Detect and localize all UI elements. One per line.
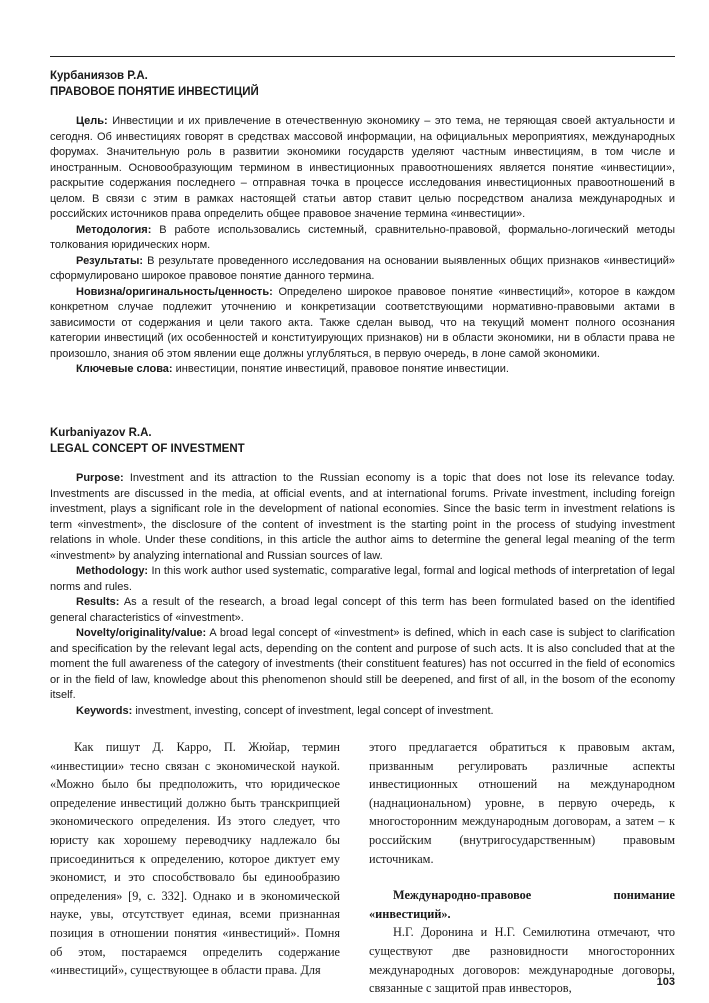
english-abstract [50,425,675,719]
author-ru: Курбаниязов Р.А. [50,70,148,82]
keywords-ru [50,362,675,378]
purpose-ru-text: Инвестиции и их привлечение в отечественную экономику – это тема, не теряющая своей актуальности и сегодня. Об инвестициях говорят в средствах массовой информации, на официальных мероприятиях, международных форумах. Значительную роль в развитии экономики государств уделяют частным инвестициям, в том числе и иностранным. Основообразующим термином в инвестиционных правоотношениях является понятие «инвестиции», раскрытие содержания последнего – отправная точка в процессе исследования инвестиционных правоотношений в целом. В связи с этим в рамках настоящей статьи автор ставит целью посредством анализа международных и российских источников права определить общее правовое значение термина «инвестиции». [50,115,675,220]
results-ru [50,254,675,285]
page-number: 103 [656,976,675,988]
novelty-en-label: Novelty/originality/value: [76,627,207,639]
results-en-label: Results: [76,596,120,608]
title-en: LEGAL CONCEPT OF INVESTMENT [50,443,245,455]
methodology-ru-label: Методология: [76,223,152,236]
novelty-en [50,626,675,704]
purpose-en [50,471,675,564]
results-en [50,595,675,626]
methodology-ru [50,223,675,254]
novelty-en-text: A broad legal concept of «investment» is defined, which in each case is subject to clarification and specification by the relevant legal acts, depending on the content and purpose of such acts. It is also concluded that at the moment the full awareness of the category of investments (their constituent features) has not occurred in the field of economics or in the field of law, knowledge about this phenomenon should still be deepened, and first of all, in the bosom of the economy itself. [50,627,675,701]
title-ru: ПРАВОВОЕ ПОНЯТИЕ ИНВЕСТИЦИЙ [50,86,259,98]
russian-abstract [50,68,675,378]
purpose-en-label: Purpose: [76,472,124,484]
results-ru-text: В результате проведенного исследования на основании выявленных общих признаков «инвестиций» сформулировано широкое правовое понятие данного термина. [50,254,676,282]
right-column [369,738,675,998]
methodology-en-text: In this work author used systematic, comparative legal, formal and logical methods of interpretation of legal norms and rules. [50,565,675,593]
novelty-ru-text: Определено широкое правовое понятие «инвестиций», которое в каждом конкретном случае подлежит уточнению и конкретизации соответствующими нормативно-правовыми актами в зависимости от содержания и цели такого акта. Также сделан вывод, что на текущий момент полного осознания категории инвестиций (их особенностей и конституирующих признаков) ни в области экономики, ни в области права не произошло, знания об этом явлении еще должны углубляться, в первую очередь, в лоне самой экономики. [50,285,676,360]
body-paragraph-left: Как пишут Д. Карро, П. Жюйар, термин «инвестиции» тесно связан с экономической наукой. «Можно было бы предположить, что юридическое определение инвестиций должно быть транскрипцией экономического определения. Из этого следует, что юристу как хорошему переводчику надлежало бы присоединиться к определению, которое диктует ему экономист, и это способствовало бы единообразию определения» [9, с. 332]. Однако и в экономической науке, увы, отсутствует единая, всеми признанная позиция в отношении понятия «инвестиций». Помня об этом, постараемся определить содержание «инвестиций», существующее в области права. Для [50,740,340,978]
purpose-ru [50,114,675,223]
results-ru-label: Результаты: [76,254,144,267]
section-heading: Международно-правовое понимание «инвестиций». [369,888,675,921]
methodology-en-label: Methodology: [76,565,149,577]
keywords-en-text: investment, investing, concept of investment, legal concept of investment. [135,704,494,717]
keywords-ru-label: Ключевые слова: [76,363,173,375]
methodology-en [50,564,675,595]
body-paragraph-right-continued: этого предлагается обратиться к правовым актам, призванным регулировать различные аспекты инвестиционных отношений на международном (наднациональном) уровне, в первую очередь, к многосторонним международным договорам, а затем – к российским (внутригосударственным) правовым источникам. [369,740,675,866]
results-en-text: As a result of the research, a broad legal concept of this term has been formulated based on the identified general characteristics of «investment». [50,596,675,624]
purpose-ru-label: Цель: [76,115,108,127]
purpose-en-text: Investment and its attraction to the Russian economy is a topic that does not lose its relevance today. Investments are discussed in the media, at official events, and at international forums. Private investment, including foreign investment, plays a significant role in the development of national economies. Since the basic term in investment relations is term «investment», the disclosure of the content of investment is the starting point in the process of studying investment relations in whole. Under these conditions, in this article the author aims to determine the general legal meaning of the term «investment» by analyzing international and Russian sources of law. [50,472,675,562]
keywords-ru-text: инвестиции, понятие инвестиций, правовое понятие инвестиции. [175,363,509,375]
novelty-ru [50,285,675,363]
novelty-ru-label: Новизна/оригинальность/ценность: [76,285,273,298]
abstract-en-body [50,471,675,719]
methodology-ru-text: В работе использовались системный, сравнительно-правовой, формально-логический методы толкования юридических норм. [50,223,675,251]
keywords-en [50,704,675,720]
author-en: Kurbaniyazov R.A. [50,427,152,439]
keywords-en-label: Keywords: [76,704,133,717]
left-column [50,738,340,980]
top-rule [50,56,675,57]
body-paragraph-right: Н.Г. Доронина и Н.Г. Семилютина отмечают, что существуют две разновидности многосторонних международных договоров: международные договоры, связанные с защитой прав инвесторов, [369,925,675,996]
abstract-ru-body [50,114,675,378]
